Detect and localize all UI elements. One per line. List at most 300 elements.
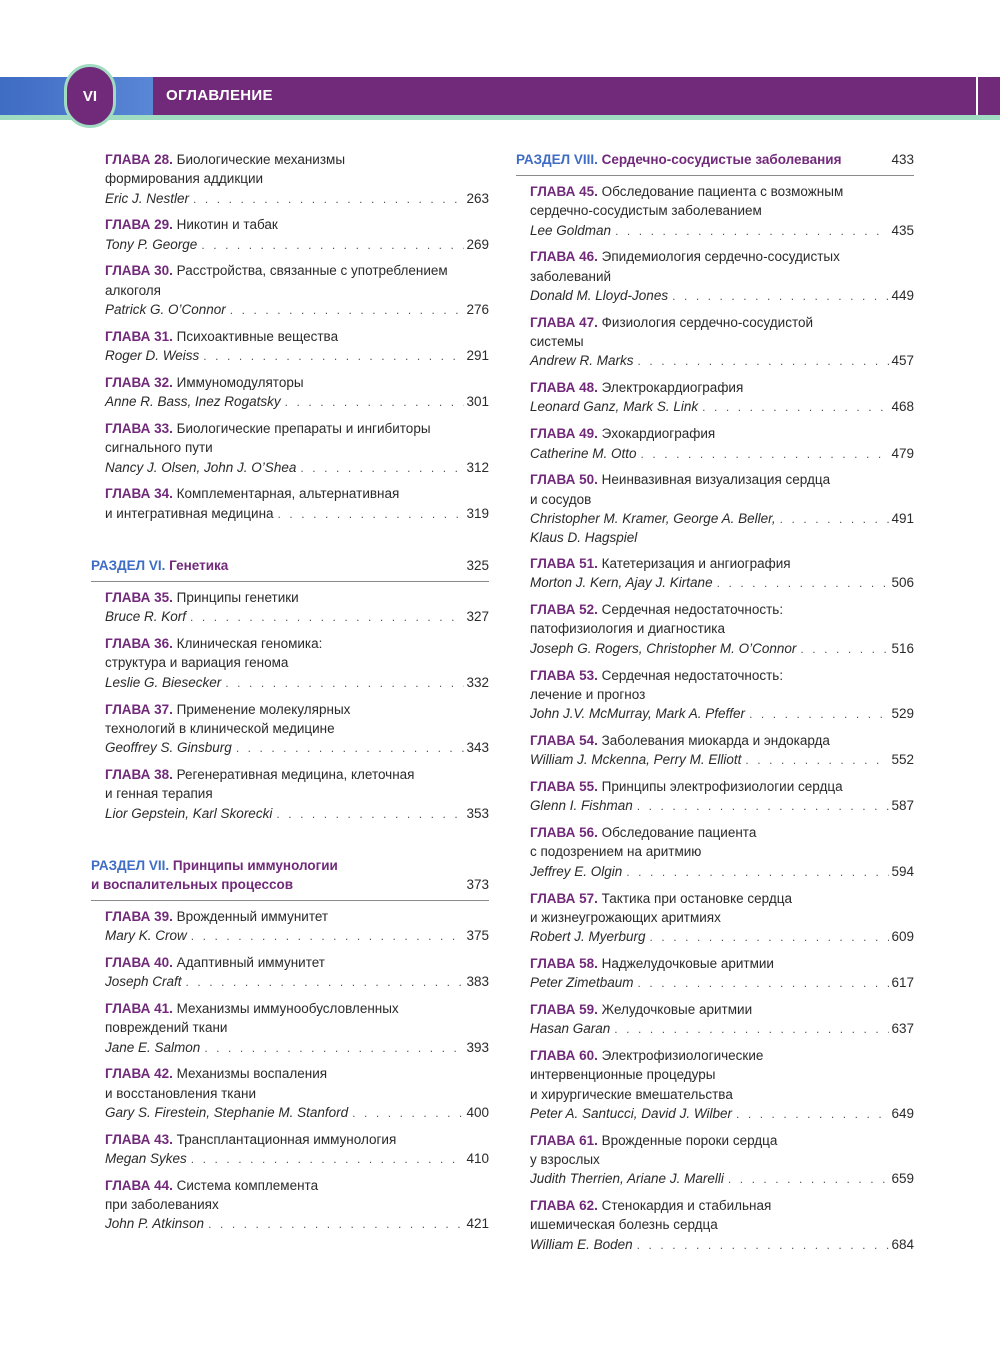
chapter-title: Никотин и табак: [172, 217, 278, 233]
chapter-page-number: 506: [891, 575, 914, 591]
chapter-author-row: [530, 444, 914, 464]
toc-chapter-entry[interactable]: [91, 634, 489, 693]
chapter-page-number: 468: [891, 399, 914, 415]
toc-chapter-entry[interactable]: [516, 889, 914, 948]
chapter-author: Hasan Garan: [530, 1021, 611, 1037]
chapter-author-row: [530, 509, 914, 548]
chapter-author: William J. Mckenna, Perry M. Elliott: [530, 752, 742, 768]
chapter-number: ГЛАВА 49.: [530, 426, 598, 442]
chapter-heading: [105, 150, 489, 189]
chapter-number: ГЛАВА 29.: [105, 217, 173, 233]
chapter-title: Сердечная недостаточность: лечение и прогноз: [530, 667, 784, 702]
chapter-author: Lee Goldman: [530, 222, 612, 238]
toc-chapter-entry[interactable]: [91, 373, 489, 413]
section-page-number: 433: [891, 152, 914, 167]
section-name: Принципы иммунологии и воспалительных процессов: [91, 857, 338, 892]
chapter-title: Заболевания миокарда и эндокарда: [597, 732, 830, 748]
chapter-number: ГЛАВА 61.: [530, 1132, 598, 1148]
chapter-heading: [530, 470, 914, 509]
chapter-number: ГЛАВА 32.: [105, 374, 173, 390]
dot-leader: [230, 301, 465, 320]
chapter-author-row: [530, 927, 914, 947]
chapter-number: ГЛАВА 41.: [105, 1001, 173, 1016]
chapter-author: John J.V. McMurray, Mark A. Pfeffer: [530, 706, 746, 722]
toc-chapter-entry[interactable]: [91, 1130, 489, 1170]
chapter-author-row: [105, 1149, 489, 1169]
chapter-author: Nancy J. Olsen, John J. O’Shea: [105, 459, 297, 475]
toc-chapter-entry[interactable]: [91, 765, 489, 824]
section-title: [516, 150, 841, 169]
chapter-author-row: [105, 1214, 489, 1234]
section-name: Генетика: [165, 558, 229, 574]
chapter-page-number: 269: [466, 236, 489, 252]
chapter-page-number: 491: [891, 510, 914, 526]
chapter-author-row: [105, 972, 489, 992]
toc-chapter-entry[interactable]: [516, 554, 914, 594]
chapter-heading: [105, 588, 489, 607]
chapter-number: ГЛАВА 55.: [530, 779, 598, 795]
dot-leader: [201, 236, 464, 255]
chapter-author: Gary S. Firestein, Stephanie M. Stanford: [105, 1104, 349, 1120]
chapter-author: Eric J. Nestler: [105, 190, 190, 206]
chapter-page-number: 383: [466, 974, 489, 990]
chapter-page-number: 343: [466, 740, 489, 756]
chapter-author: William E. Boden: [530, 1236, 633, 1252]
chapter-author-row: [105, 926, 489, 946]
chapter-title: Система комплемента при заболеваниях: [105, 1177, 319, 1213]
chapter-number: ГЛАВА 37.: [105, 701, 173, 717]
dot-leader: [615, 222, 889, 241]
dot-leader: [637, 1236, 890, 1255]
chapter-author-row: [105, 804, 489, 824]
chapter-title: Биологические механизмы формирования аддикции: [105, 152, 346, 187]
chapter-heading: [530, 666, 914, 705]
chapter-number: ГЛАВА 48.: [530, 380, 598, 396]
chapter-page-number: 594: [891, 863, 914, 879]
chapter-heading: [105, 700, 489, 739]
dot-leader: [626, 863, 889, 882]
chapter-number: ГЛАВА 31.: [105, 328, 173, 344]
toc-chapter-entry[interactable]: [516, 1131, 914, 1190]
dot-leader: [204, 1039, 464, 1058]
chapter-title: Механизмы воспаления и восстановления ткани: [105, 1066, 328, 1101]
chapter-number: ГЛАВА 53.: [530, 667, 598, 683]
chapter-author: Andrew R. Marks: [530, 353, 634, 369]
chapter-page-number: 263: [466, 190, 489, 206]
chapter-author-row: [105, 346, 489, 366]
chapter-author-row: [105, 607, 489, 627]
section-spacer: [91, 546, 489, 556]
dot-leader: [637, 797, 890, 816]
chapter-number: ГЛАВА 52.: [530, 602, 598, 618]
chapter-page-number: 587: [891, 798, 914, 814]
chapter-heading: [105, 1064, 489, 1103]
chapter-number: ГЛАВА 56.: [530, 825, 598, 841]
chapter-title: Электрофизиологические интервенционные процедуры и хирургические вмешательства: [530, 1048, 764, 1102]
chapter-heading: [105, 484, 489, 503]
toc-chapter-entry[interactable]: [516, 1000, 914, 1040]
dot-leader: [236, 739, 465, 758]
section-number: РАЗДЕЛ VI.: [91, 558, 166, 574]
chapter-author-row: [105, 189, 489, 209]
chapter-author-row: [530, 397, 914, 417]
chapter-title: Регенеративная медицина, клеточная и генная терапия: [105, 766, 415, 802]
section-heading[interactable]: [91, 856, 489, 901]
chapter-number: ГЛАВА 60.: [530, 1048, 598, 1064]
chapter-heading: [530, 889, 914, 928]
dot-leader: [641, 445, 890, 464]
chapter-author-row: [530, 1169, 914, 1189]
dot-leader: [672, 287, 889, 306]
toc-section: [91, 846, 489, 1235]
chapter-author-row: [105, 300, 489, 320]
header-band: [153, 77, 976, 115]
chapter-author-row: [530, 573, 914, 593]
chapter-author: Leonard Ganz, Mark S. Link: [530, 399, 699, 415]
chapter-page-number: 449: [891, 287, 914, 303]
chapter-author-row: [530, 1019, 914, 1039]
chapter-heading: [530, 1000, 914, 1019]
toc-left-column: [91, 150, 489, 1257]
toc-chapter-entry[interactable]: [91, 419, 489, 478]
chapter-author: Donald M. Lloyd-Jones: [530, 287, 669, 303]
chapter-number: ГЛАВА 42.: [105, 1066, 173, 1082]
toc-chapter-entry[interactable]: [516, 1046, 914, 1124]
toc-chapter-group: [91, 150, 489, 524]
chapter-title: Комплементарная, альтернативная: [172, 486, 400, 502]
chapter-author-row: [530, 750, 914, 770]
toc-chapter-entry[interactable]: [516, 182, 914, 241]
chapter-page-number: 301: [466, 394, 489, 410]
chapter-title: Катетеризация и ангиография: [597, 556, 791, 572]
section-spacer: [91, 846, 489, 856]
chapter-heading: [105, 765, 489, 804]
chapter-author-row: [530, 639, 914, 659]
toc-chapter-entry[interactable]: [516, 1196, 914, 1255]
chapter-author-row: [530, 221, 914, 241]
chapter-number: ГЛАВА 54.: [530, 732, 598, 748]
chapter-title: Стенокардия и стабильная ишемическая болезнь сердца: [530, 1198, 772, 1233]
section-heading[interactable]: [91, 556, 489, 582]
chapter-heading: [105, 1176, 489, 1215]
chapter-author: Geoffrey S. Ginsburg: [105, 740, 232, 756]
chapter-title: Биологические препараты и ингибиторы сигнального пути: [105, 421, 431, 456]
toc-chapter-entry[interactable]: [91, 999, 489, 1058]
header-divider-line: [0, 115, 1000, 120]
chapter-number: ГЛАВА 33.: [105, 421, 173, 437]
chapter-number: ГЛАВА 36.: [105, 636, 173, 652]
chapter-page-number: 312: [466, 459, 489, 475]
chapter-author-row: [105, 738, 489, 758]
section-title: [91, 856, 338, 894]
chapter-title: Механизмы иммунообусловленных повреждений ткани: [105, 1001, 399, 1036]
dot-leader: [717, 574, 890, 593]
dot-leader: [702, 398, 889, 417]
chapter-page-number: 609: [891, 929, 914, 945]
chapter-heading: [105, 327, 489, 346]
toc-chapter-entry[interactable]: [516, 823, 914, 882]
chapter-page-number: 637: [891, 1021, 914, 1037]
chapter-number: ГЛАВА 50.: [530, 472, 598, 488]
chapter-heading: [105, 215, 489, 234]
chapter-author: John P. Atkinson: [105, 1216, 205, 1232]
chapter-page-number: 684: [891, 1236, 914, 1252]
toc-chapter-entry[interactable]: [91, 150, 489, 209]
toc-chapter-entry[interactable]: [516, 600, 914, 659]
chapter-author: Robert J. Myerburg: [530, 929, 646, 945]
dot-leader: [203, 347, 464, 366]
dot-leader: [278, 505, 465, 524]
chapter-page-number: 375: [466, 928, 489, 944]
chapter-author-row: [530, 1104, 914, 1124]
chapter-author-row: [530, 973, 914, 993]
chapter-page-number: 393: [466, 1039, 489, 1055]
chapter-title: Эпидемиология сердечно-сосудистых заболеваний: [530, 249, 840, 284]
chapter-heading: [530, 424, 914, 443]
toc-section: [91, 546, 489, 824]
chapter-title-continued: и интегративная медицина: [105, 505, 274, 521]
dot-leader: [191, 1150, 465, 1169]
section-page-number: 325: [466, 558, 489, 574]
chapter-heading: [530, 1196, 914, 1235]
chapter-author: Megan Sykes: [105, 1151, 187, 1167]
toc-chapter-entry[interactable]: [91, 1176, 489, 1235]
chapter-heading: [530, 954, 914, 973]
chapter-page-number: 319: [466, 505, 489, 521]
chapter-title: Желудочковые аритмии: [597, 1001, 753, 1017]
chapter-page-number: 479: [891, 445, 914, 461]
chapter-heading: [530, 823, 914, 862]
chapter-page-number: 457: [891, 353, 914, 369]
chapter-title: Трансплантационная иммунология: [172, 1131, 397, 1147]
section-title: [91, 556, 228, 575]
toc-chapter-entry[interactable]: [516, 247, 914, 306]
chapter-title: Электрокардиография: [597, 380, 744, 396]
chapter-title: Адаптивный иммунитет: [172, 954, 325, 970]
chapter-page-number: 529: [891, 706, 914, 722]
chapter-title: Эхокардиография: [597, 426, 716, 442]
chapter-heading: [530, 731, 914, 750]
dot-leader: [650, 928, 890, 947]
chapter-author-row: [105, 1038, 489, 1058]
chapter-heading: [530, 600, 914, 639]
chapter-page-number: 435: [891, 222, 914, 238]
chapter-page-number: 516: [891, 640, 914, 656]
chapter-author: Judith Therrien, Ariane J. Marelli: [530, 1171, 724, 1187]
chapter-author-row: [105, 504, 489, 524]
chapter-page-number: 421: [466, 1216, 489, 1232]
chapter-title: Сердечная недостаточность: патофизиология и диагностика: [530, 602, 784, 637]
dot-leader: [745, 751, 889, 770]
chapter-author: Peter Zimetbaum: [530, 975, 634, 991]
chapter-title: Обследование пациента с возможным сердечно-сосудистым заболеванием: [530, 184, 844, 219]
page-number: VI: [82, 87, 98, 105]
chapter-number: ГЛАВА 39.: [105, 908, 173, 924]
chapter-heading: [530, 313, 914, 352]
chapter-heading: [530, 182, 914, 221]
toc-chapter-entry[interactable]: [91, 907, 489, 947]
toc-chapter-entry[interactable]: [91, 1064, 489, 1123]
chapter-title: Применение молекулярных технологий в клинической медицине: [105, 701, 351, 736]
chapter-page-number: 332: [466, 674, 489, 690]
chapter-author-row: [530, 351, 914, 371]
chapter-title: Врожденный иммунитет: [172, 908, 329, 924]
toc-right-column: [516, 150, 914, 1277]
section-number: РАЗДЕЛ VIII.: [516, 152, 598, 167]
chapter-title: Физиология сердечно-сосудистой системы: [530, 314, 814, 350]
chapter-heading: [530, 378, 914, 397]
chapter-author: Leslie G. Biesecker: [105, 674, 222, 690]
dot-leader: [728, 1170, 890, 1189]
chapter-title: Принципы генетики: [172, 590, 299, 606]
header-band-edge: [978, 77, 1000, 115]
toc-chapter-entry[interactable]: [91, 261, 489, 320]
chapter-number: ГЛАВА 47.: [530, 314, 598, 330]
chapter-heading: [530, 247, 914, 286]
chapter-author: Catherine M. Otto: [530, 445, 637, 461]
dot-leader: [638, 352, 890, 371]
chapter-author-row: [105, 673, 489, 693]
chapter-number: ГЛАВА 30.: [105, 263, 173, 279]
chapter-page-number: 327: [466, 609, 489, 625]
chapter-page-number: 291: [466, 348, 489, 364]
chapter-title: Психоактивные вещества: [172, 328, 339, 344]
dot-leader: [190, 608, 464, 627]
chapter-heading: [530, 554, 914, 573]
chapter-title: Наджелудочковые аритмии: [597, 955, 774, 971]
section-number: РАЗДЕЛ VII.: [91, 857, 170, 873]
chapter-title: Тактика при остановке сердца и жизнеугрожающих аритмиях: [530, 890, 792, 925]
chapter-author: Bruce R. Korf: [105, 609, 187, 625]
dot-leader: [276, 805, 464, 824]
toc-chapter-entry[interactable]: [516, 954, 914, 994]
dot-leader: [300, 459, 464, 478]
chapter-author: Glenn I. Fishman: [530, 798, 633, 814]
page-number-badge: [64, 64, 116, 128]
chapter-title: Принципы электрофизиологии сердца: [597, 779, 843, 795]
dot-leader: [208, 1215, 464, 1234]
chapter-author: Mary K. Crow: [105, 928, 187, 944]
toc-section: [516, 150, 914, 1255]
chapter-number: ГЛАВА 28.: [105, 152, 173, 167]
toc-chapter-entry[interactable]: [516, 666, 914, 725]
dot-leader: [225, 674, 464, 693]
chapter-heading: [105, 1130, 489, 1149]
chapter-author-row: [530, 1235, 914, 1255]
chapter-title: Клиническая геномика: структура и вариация генома: [105, 636, 323, 671]
section-heading[interactable]: [516, 150, 914, 176]
chapter-number: ГЛАВА 57.: [530, 890, 598, 906]
chapter-author: Lior Gepstein, Karl Skorecki: [105, 805, 273, 821]
toc-chapter-entry[interactable]: [91, 700, 489, 759]
chapter-number: ГЛАВА 34.: [105, 486, 173, 502]
section-name: Сердечно-сосудистые заболевания: [597, 152, 842, 167]
chapter-author-row: [530, 286, 914, 306]
chapter-author-row: [530, 796, 914, 816]
chapter-title: Неинвазивная визуализация сердца и сосудов: [530, 472, 831, 507]
chapter-author-row: [530, 862, 914, 882]
chapter-heading: [530, 777, 914, 796]
chapter-page-number: 276: [466, 302, 489, 318]
toc-chapter-entry[interactable]: [516, 424, 914, 464]
chapter-page-number: 353: [466, 805, 489, 821]
chapter-author: Roger D. Weiss: [105, 348, 200, 364]
chapter-title: Врожденные пороки сердца у взрослых: [530, 1132, 778, 1168]
chapter-title: Иммуномодуляторы: [172, 374, 304, 390]
chapter-number: ГЛАВА 35.: [105, 590, 173, 606]
chapter-author-row: [105, 235, 489, 255]
chapter-author: Patrick G. O’Connor: [105, 302, 226, 318]
dot-leader: [193, 190, 464, 209]
page-title: ОГЛАВЛЕНИЕ: [166, 87, 273, 104]
chapter-number: ГЛАВА 43.: [105, 1131, 173, 1147]
chapter-author-row: [530, 704, 914, 724]
dot-leader: [736, 1105, 890, 1124]
chapter-title: Обследование пациента с подозрением на аритмию: [530, 825, 757, 860]
chapter-heading: [105, 261, 489, 300]
chapter-number: ГЛАВА 62.: [530, 1198, 598, 1214]
chapter-page-number: 659: [891, 1171, 914, 1187]
chapter-author: Peter A. Santucci, David J. Wilber: [530, 1105, 732, 1121]
chapter-author: Jane E. Salmon: [105, 1039, 201, 1055]
chapter-heading: [105, 999, 489, 1038]
chapter-author: Jeffrey E. Olgin: [530, 863, 623, 879]
chapter-number: ГЛАВА 58.: [530, 955, 598, 971]
toc-chapter-entry[interactable]: [91, 327, 489, 367]
toc-chapter-entry[interactable]: [516, 731, 914, 771]
dot-leader: [638, 974, 890, 993]
chapter-author: Joseph G. Rogers, Christopher M. O’Connor: [530, 640, 797, 656]
chapter-author-row: [105, 458, 489, 478]
toc-chapter-entry[interactable]: [91, 588, 489, 628]
chapter-number: ГЛАВА 44.: [105, 1177, 173, 1193]
chapter-author: Morton J. Kern, Ajay J. Kirtane: [530, 575, 713, 591]
dot-leader: [285, 393, 465, 412]
chapter-number: ГЛАВА 59.: [530, 1001, 598, 1017]
chapter-page-number: 649: [891, 1105, 914, 1121]
toc-chapter-entry[interactable]: [516, 378, 914, 418]
section-page-number: 373: [466, 876, 489, 892]
chapter-number: ГЛАВА 45.: [530, 184, 598, 199]
toc-chapter-entry[interactable]: [516, 313, 914, 372]
dot-leader: [186, 973, 465, 992]
chapter-author: Christopher M. Kramer, George A. Beller, Klaus D. Hagspiel: [530, 510, 776, 546]
toc-chapter-entry[interactable]: [91, 953, 489, 993]
chapter-author: Tony P. George: [105, 236, 198, 252]
chapter-heading: [105, 907, 489, 926]
dot-leader: [191, 927, 465, 946]
dot-leader: [749, 705, 889, 724]
chapter-heading: [530, 1046, 914, 1104]
toc-chapter-entry[interactable]: [516, 470, 914, 547]
chapter-number: ГЛАВА 46.: [530, 249, 598, 265]
chapter-page-number: 400: [466, 1104, 489, 1120]
chapter-heading: [530, 1131, 914, 1170]
chapter-title: Расстройства, связанные с употреблением алкоголя: [105, 263, 448, 298]
chapter-author: Anne R. Bass, Inez Rogatsky: [105, 394, 281, 410]
toc-chapter-entry[interactable]: [91, 484, 489, 524]
chapter-number: ГЛАВА 40.: [105, 954, 173, 970]
dot-leader: [352, 1104, 464, 1123]
toc-chapter-entry[interactable]: [516, 777, 914, 817]
toc-chapter-entry[interactable]: [91, 215, 489, 255]
chapter-author: Joseph Craft: [105, 974, 182, 990]
chapter-author-row: [105, 392, 489, 412]
chapter-heading: [105, 634, 489, 673]
dot-leader: [800, 640, 889, 659]
chapter-author-row: [105, 1103, 489, 1123]
chapter-heading: [105, 953, 489, 972]
